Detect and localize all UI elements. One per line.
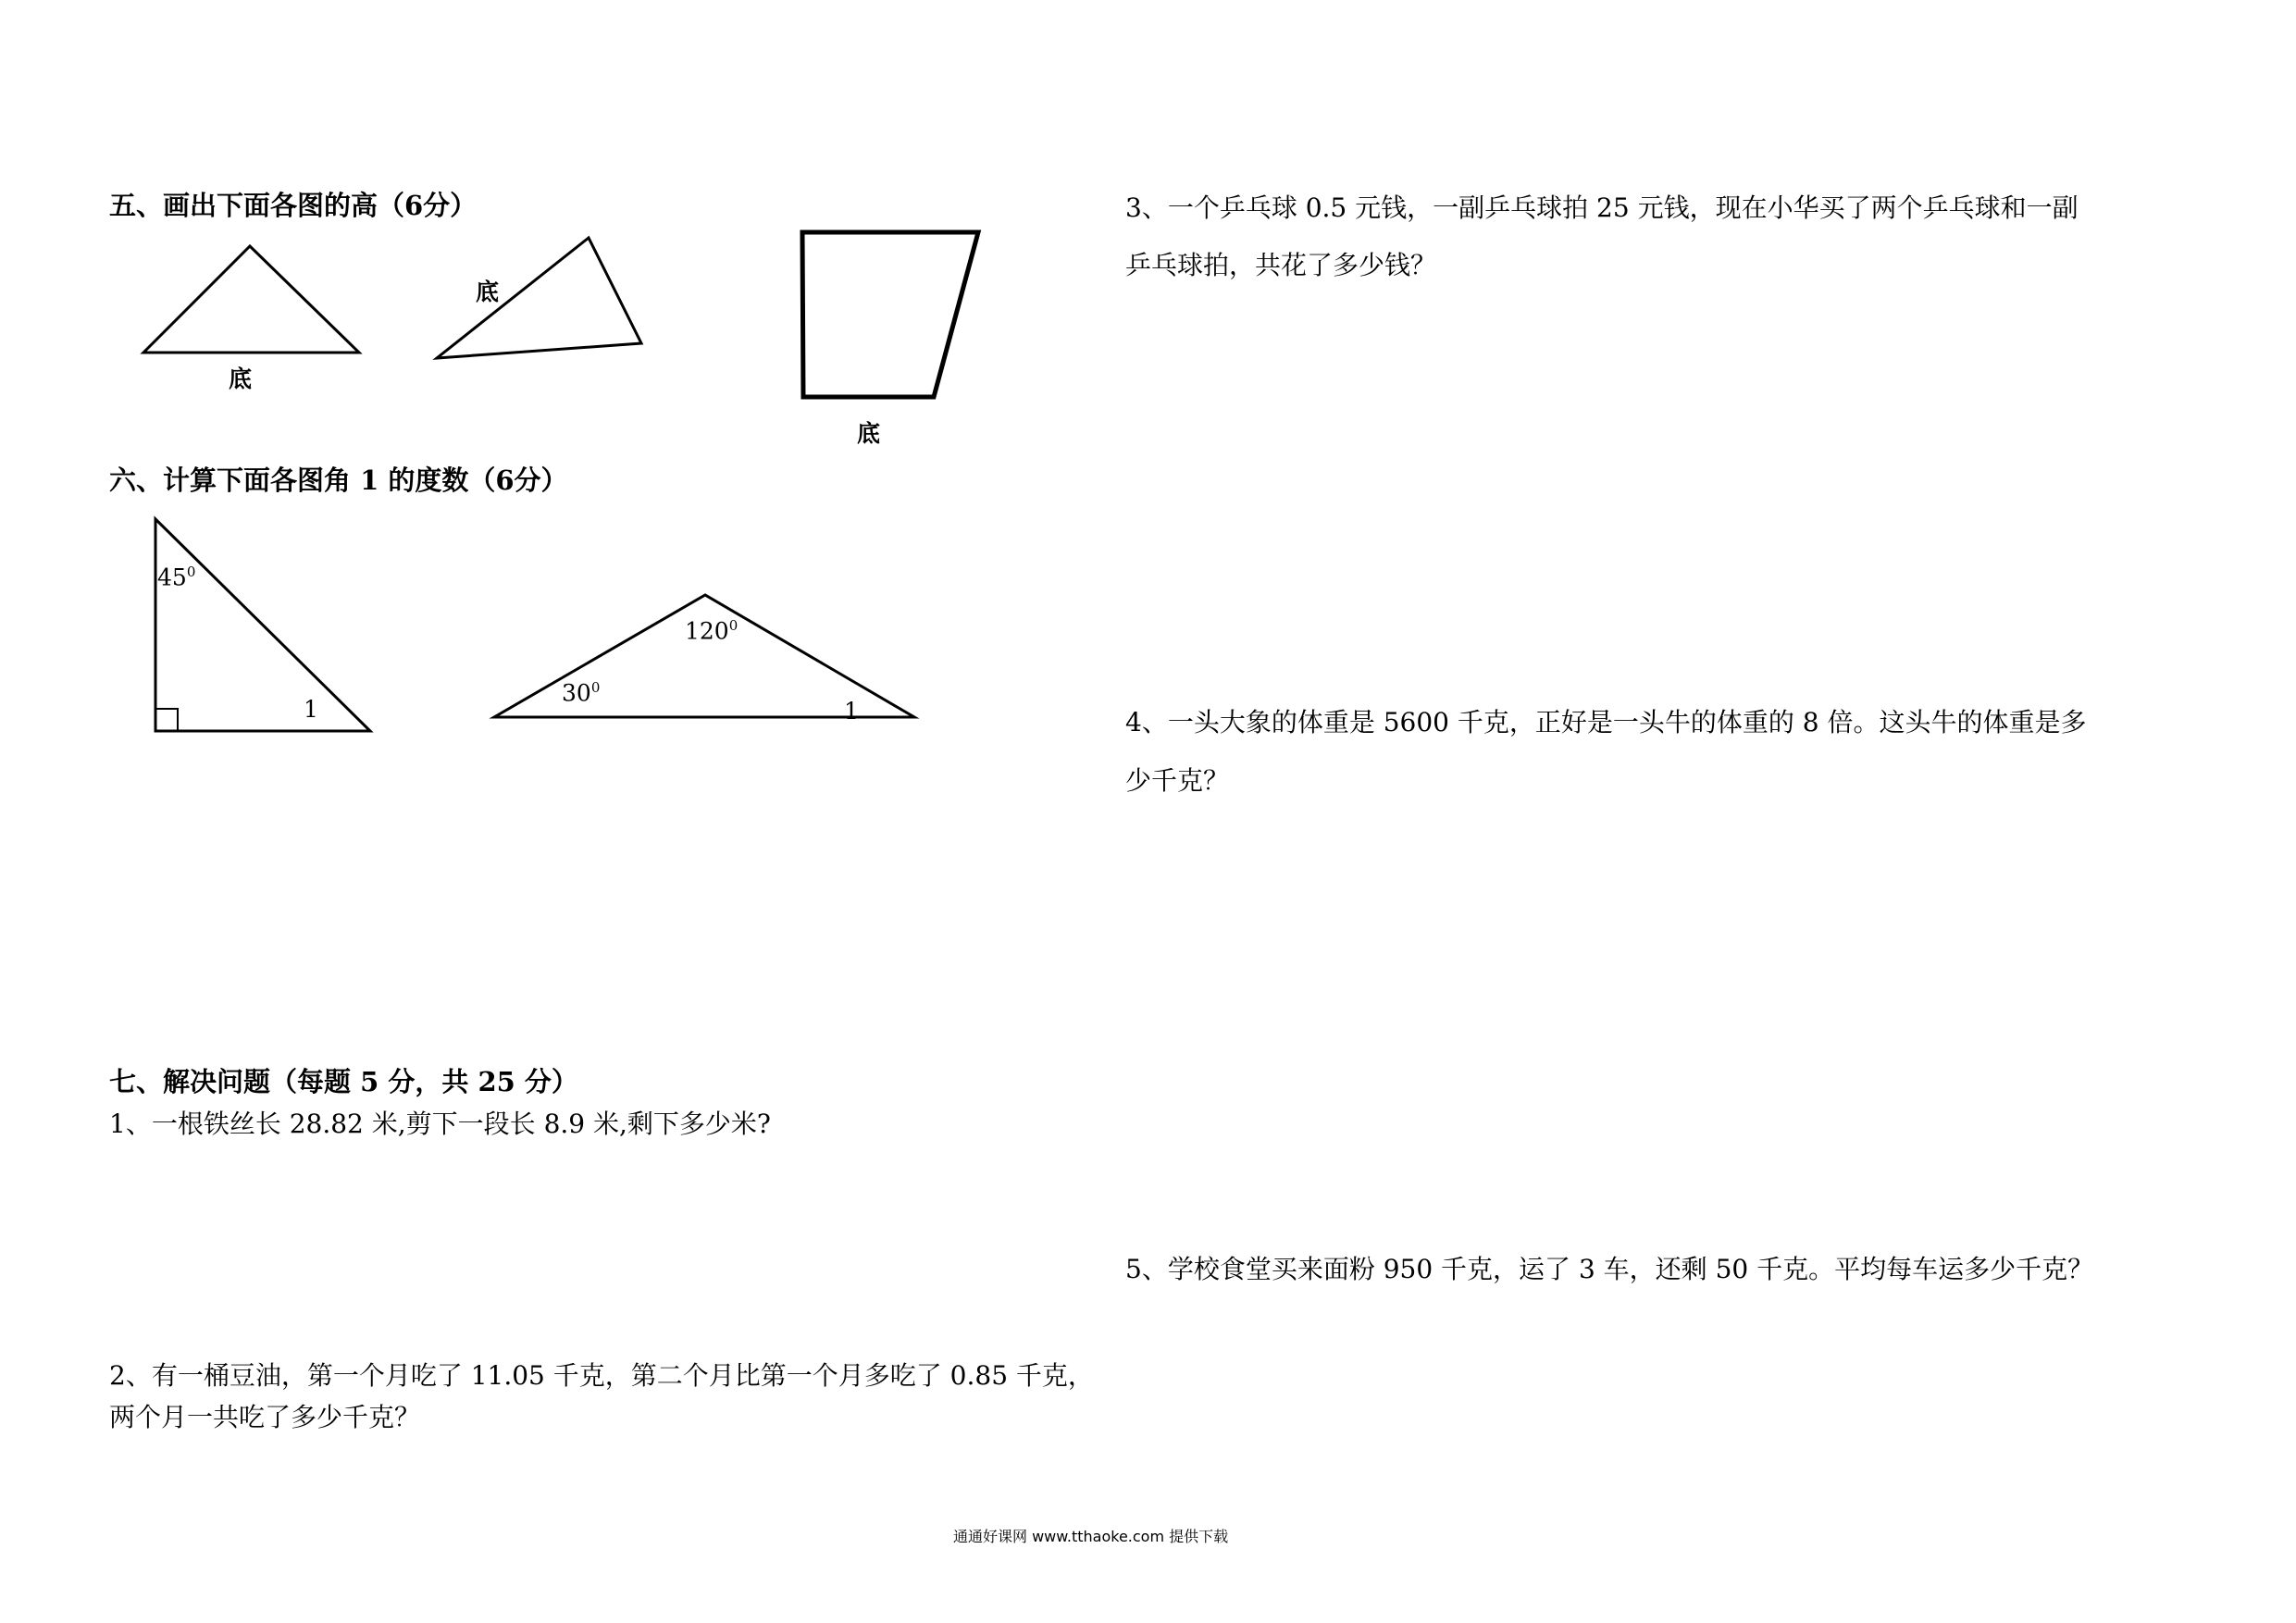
angle-1-label: 1 <box>304 696 318 723</box>
base-label: 底 <box>229 365 253 392</box>
question-1: 1、一根铁丝长 28.82 米,剪下一段长 8.9 米,剩下多少米? <box>109 1109 771 1139</box>
section6-heading: 六、计算下面各图角 1 的度数（6分） <box>109 465 568 496</box>
base-label: 底 <box>476 279 500 305</box>
triangle-obtuse <box>437 238 641 358</box>
parallelogram <box>802 232 978 397</box>
right-triangle <box>155 519 370 731</box>
angle-label-45: $45^0$ <box>157 564 196 591</box>
angle-1-label: 1 <box>844 698 859 725</box>
angle-label-30: $30^0$ <box>562 679 601 707</box>
section5-heading: 五、画出下面各图的高（6分） <box>109 190 478 221</box>
question-5: 5、学校食堂买来面粉 950 千克，运了 3 车，还剩 50 千克。平均每车运多少千克？ <box>1125 1254 2094 1284</box>
right-angle-marker <box>155 709 178 731</box>
angle-label-120: $120^0$ <box>685 617 738 645</box>
question-3-line2: 乒乓球拍，共花了多少钱？ <box>1125 250 1437 280</box>
question-4-line1: 4、一头大象的体重是 5600 千克，正好是一头牛的体重的 8 倍。这头牛的体重是多 <box>1125 707 2087 737</box>
question-2-line2: 两个月一共吃了多少千克？ <box>109 1402 421 1432</box>
base-label: 底 <box>857 420 881 447</box>
section7-heading: 七、解决问题（每题 5 分，共 25 分） <box>109 1066 578 1097</box>
footer-text: 通通好课网 www.tthaoke.com 提供下载 <box>953 1528 1229 1545</box>
triangle-isosceles <box>143 246 359 353</box>
question-3-line1: 3、一个乒乓球 0.5 元钱，一副乒乓球拍 25 元钱，现在小华买了两个乒乓球和一副 <box>1125 192 2079 223</box>
question-2-line1: 2、有一桶豆油，第一个月吃了 11.05 千克，第二个月比第一个月多吃了 0.85 千克， <box>109 1360 1094 1391</box>
question-4-line2: 少千克？ <box>1125 765 1230 796</box>
